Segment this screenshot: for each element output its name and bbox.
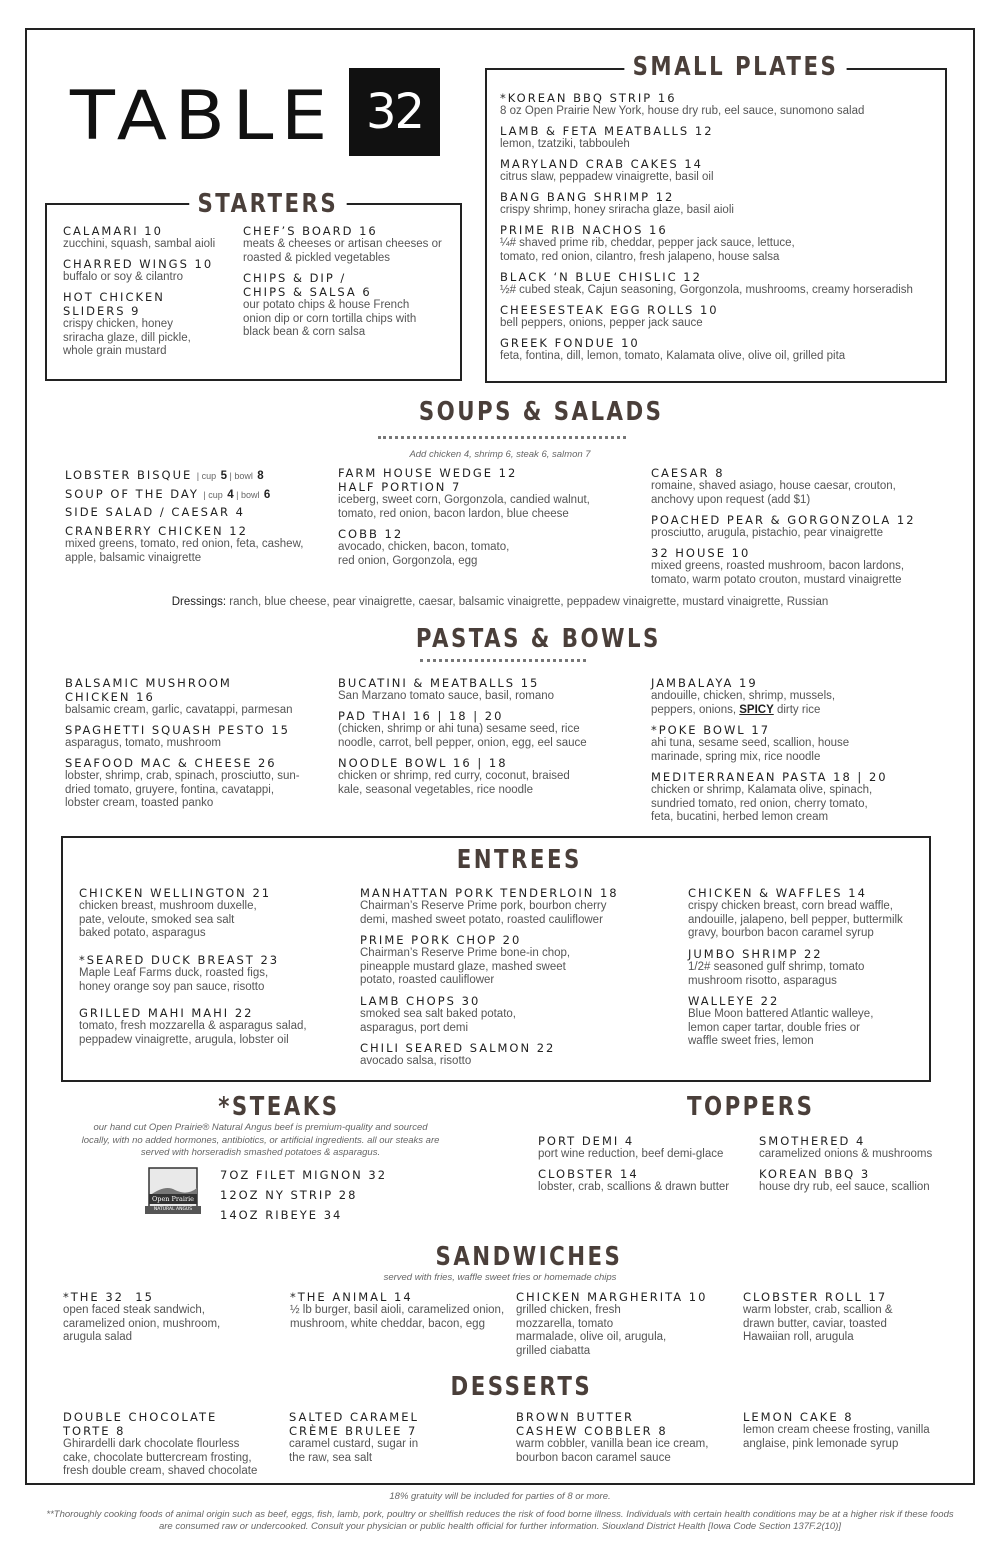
dressings-label: Dressings: [171,596,227,608]
item-name: LOBSTER BISQUE [65,468,193,482]
list-item [500,91,864,119]
item-desc: chicken breast, mushroom duxelle, pate, veloute, smoked sea salt baked potato, asparagus [79,900,257,939]
list-item [290,1290,505,1331]
pastas-bowls-title: PASTAS & BOWLS [408,624,669,654]
item-name: CHICKEN & WAFFLES 14 [688,886,867,900]
item-desc: feta, fontina, dill, lemon, tomato, Kalamata olive, olive oil, grilled pita [500,350,846,362]
list-item [289,1410,439,1465]
item-desc: lemon cream cheese frosting, vanilla anglaise, pink lemonade syrup [743,1424,930,1450]
item-name: LAMB & FETA MEATBALLS 12 [500,124,714,138]
item-name: CHEESESTEAK EGG ROLLS 10 [500,303,719,317]
item-name: PRIME RIB NACHOS 16 [500,223,668,237]
item-desc: crispy chicken, honey sriracha glaze, dill pickle, whole grain mustard [63,318,191,357]
item-desc [651,690,861,717]
list-item [651,513,916,541]
divider-dots [378,436,626,439]
toppers-title: TOPPERS [679,1092,823,1122]
item-name: SALTED CARAMEL CRÈME BRULEE 7 [289,1410,419,1438]
item-name: BANG BANG SHRIMP 12 [500,190,675,204]
cup-label: cup [201,471,217,481]
list-item [338,756,573,797]
item-desc: ahi tuna, sesame seed, scallion, house marinade, spring mix, rice noodle [651,737,850,763]
item-name: FARM HOUSE WEDGE 12 HALF PORTION 7 [338,466,518,494]
divider-dots [420,659,586,662]
desserts-title: DESSERTS [442,1372,600,1402]
item-desc: (chicken, shrimp or ahi tuna) sesame seed, rice noodle, carrot, bell pepper, onion, egg, eel sauce [338,723,587,749]
item-name: PAD THAI 16 | 18 | 20 [338,709,504,723]
list-item [651,770,886,825]
item-name: CLOBSTER ROLL 17 [743,1290,888,1304]
list-item [63,1290,253,1345]
item-desc: Maple Leaf Farms duck, roasted figs, honey orange soy pan sauce, risotto [79,967,269,993]
item-desc: tomato, fresh mozzarella & asparagus salad, peppadew vinaigrette, arugula, lobster oil [79,1020,307,1046]
list-item [63,257,213,285]
price-sep: | [226,471,235,481]
list-item [516,1290,721,1358]
list-item [516,1410,716,1465]
list-item [65,485,270,503]
item-name: BLACK ‘N BLUE CHISLIC 12 [500,270,702,284]
list-item [360,1041,555,1069]
small-plates-title: SMALL PLATES [624,52,846,82]
list-item [79,953,279,994]
item-name: MARYLAND CRAB CAKES 14 [500,157,703,171]
item-name: GREEK FONDUE 10 [500,336,640,350]
list-item [65,676,305,718]
item-name: NOODLE BOWL 16 | 18 [338,756,508,770]
list-item [79,886,272,941]
item-name: LAMB CHOPS 30 [360,994,481,1008]
brand-number: 32 [349,68,440,156]
item-desc: zucchini, squash, sambal aioli [63,238,216,250]
logo-sublabel: NATURAL ANGUS [153,1207,193,1212]
steaks-list [220,1168,387,1228]
item-desc: meats & cheeses or artisan cheeses or roasted & pickled vegetables [243,238,442,264]
item-name: KOREAN BBQ 3 [759,1167,871,1181]
list-item [65,466,264,484]
sandwiches-title: SANDWICHES [427,1242,630,1272]
item-name: SEAFOOD MAC & CHEESE 26 [65,756,277,770]
list-item [338,709,593,750]
cup-price: 5 [220,470,227,482]
list-item [500,157,714,185]
list-item [65,524,305,565]
list-item [79,1006,319,1047]
list-item [538,1134,748,1162]
cup-label: cup [208,490,223,500]
item-name: CHICKEN MARGHERITA 10 [516,1290,708,1304]
list-item [243,271,423,340]
item-desc: asparagus, tomato, mushroom [65,737,221,749]
list-item [688,886,923,941]
list-item [500,223,805,264]
item-desc: iceberg, sweet corn, Gorgonzola, candied walnut, tomato, red onion, bacon lardon, blue cheese [338,494,590,520]
item-name: CHARRED WINGS 10 [63,257,214,271]
item-name: HOT CHICKEN SLIDERS 9 [63,290,165,318]
item-desc: ½# cubed steak, Cajun seasoning, Gorgonzola, mushrooms, creamy horseradish [500,284,913,296]
item-desc: balsamic cream, garlic, cavatappi, parmesan [65,704,293,716]
item-desc: avocado salsa, risotto [360,1055,472,1067]
item-name: SPAGHETTI SQUASH PESTO 15 [65,723,290,737]
item-desc: lobster, crab, scallions & drawn butter [538,1181,730,1193]
item-name: WALLEYE 22 [688,994,780,1008]
list-item [538,1167,748,1195]
item-desc-b: dirty rice [773,703,821,716]
item-name: SIDE SALAD / CAESAR 4 [65,505,245,519]
item-name: CLOBSTER 14 [538,1167,639,1181]
list-item [500,190,734,218]
item-desc: warm lobster, crab, scallion & drawn butter, caviar, toasted Hawaiian roll, arugula [743,1304,893,1343]
cup-price: 4 [227,489,234,501]
bowl-price: 6 [263,489,271,501]
price-sep: | [196,471,202,481]
item-name: BROWN BUTTER CASHEW COBBLER 8 [516,1410,668,1438]
item-desc: house dry rub, eel sauce, scallion [759,1181,930,1193]
item-name: CAESAR 8 [651,466,725,480]
brand-logo [70,77,335,156]
list-item [63,1410,263,1479]
list-item [338,676,554,704]
item-desc: avocado, chicken, bacon, tomato, red onion, Gorgonzola, egg [338,541,510,567]
list-item [360,933,575,988]
spicy-tag: SPICY [739,703,774,716]
item-desc: crispy chicken breast, corn bread waffle, andouille, jalapeno, bell pepper, buttermilk gravy, bourbon bacon caramel syrup [688,900,903,939]
list-item [500,124,714,152]
list-item [500,336,845,364]
item-desc: caramel custard, sugar in the raw, sea salt [289,1438,419,1464]
item-name: BALSAMIC MUSHROOM CHICKEN 16 [65,676,232,704]
list-item [65,756,300,811]
add-protein-note: Add chicken 4, shrimp 6, steak 6, salmon 7 [409,449,591,460]
list-item [63,290,203,359]
list-item [651,676,861,717]
list-item [651,546,926,587]
dressings-line [0,596,1000,610]
item-desc: caramelized onions & mushrooms [759,1148,933,1160]
item-name: SOUP OF THE DAY [65,487,199,501]
price-sep: | [203,490,209,500]
list-item [65,505,245,519]
item-desc: Chairman’s Reserve Prime pork, bourbon cherry demi, mashed sweet potato, roasted cauliflower [360,900,607,926]
price-sep: | [233,490,241,500]
item-desc: grilled chicken, fresh mozzarella, tomato marmalade, olive oil, arugula, grilled ciabatta [516,1304,667,1357]
list-item [651,723,861,764]
item-name: *THE ANIMAL 14 [290,1290,413,1304]
item-desc: mixed greens, tomato, red onion, feta, cashew, apple, balsamic vinaigrette [65,538,304,564]
item-desc: chicken or shrimp, Kalamata olive, spinach, sundried tomato, red onion, cherry tomato, feta, bucatini, herbed lemon cream [651,784,873,823]
item-name: *KOREAN BBQ STRIP 16 [500,91,677,105]
item-desc: port wine reduction, beef demi-glace [538,1148,724,1160]
item-name: PORT DEMI 4 [538,1134,635,1148]
logo-label: Open Prairie [151,1195,195,1203]
item-name: CRANBERRY CHICKEN 12 [65,524,248,538]
item-name: GRILLED MAHI MAHI 22 [79,1006,254,1020]
item-name: LEMON CAKE 8 [743,1410,854,1424]
bowl-price: 8 [257,470,264,482]
item-desc: our potato chips & house French onion dip or corn tortilla chips with black bean & corn salsa [243,299,417,338]
steaks-blurb: our hand cut Open Prairie® Natural Angus beef is premium-quality and sourced locally, with no added hormones, antibiotics, or artificial ingredients. all our steaks are served with horseradish smashed potatoes & asparagus. [81,1122,440,1158]
item-desc: warm cobbler, vanilla bean ice cream, bourbon bacon caramel sauce [516,1438,709,1464]
item-name: JUMBO SHRIMP 22 [688,947,823,961]
item-name: CHICKEN WELLINGTON 21 [79,886,272,900]
item-desc: ½ lb burger, basil aioli, caramelized onion, mushroom, white cheddar, bacon, egg [290,1304,505,1330]
item-desc: Ghirardelli dark chocolate flourless cake, chocolate buttercream frosting, fresh double cream, shaved chocolate [63,1438,258,1477]
list-item [651,466,911,507]
item-desc: prosciutto, arugula, pistachio, pear vinaigrette [651,527,884,539]
steak-item: 12OZ NY STRIP 28 [220,1188,358,1202]
item-desc: mixed greens, roasted mushroom, bacon lardons, tomato, warm potato crouton, mustard vinaigrette [651,560,905,586]
item-name: CALAMARI 10 [63,224,163,238]
item-desc: chicken or shrimp, red curry, coconut, braised kale, seasonal vegetables, rice noodle [338,770,570,796]
item-desc: open faced steak sandwich, caramelized onion, mushroom, arugula salad [63,1304,221,1343]
item-name: PRIME PORK CHOP 20 [360,933,522,947]
item-desc: buffalo or soy & cilantro [63,271,183,283]
item-name: *POKE BOWL 17 [651,723,771,737]
list-item [759,1134,959,1162]
item-name: POACHED PEAR & GORGONZOLA 12 [651,513,916,527]
soups-salads-title: SOUPS & SALADS [411,397,672,427]
starters-title: STARTERS [189,189,346,219]
list-item [500,303,719,331]
bowl-label: bowl [234,471,253,481]
list-item [338,527,528,568]
item-desc: 8 oz Open Prairie New York, house dry rub, eel sauce, sunomono salad [500,105,865,117]
item-name: MANHATTAN PORK TENDERLOIN 18 [360,886,619,900]
item-desc: Chairman’s Reserve Prime bone-in chop, pineapple mustard glaze, mashed sweet potato, roasted cauliflower [360,947,571,986]
item-desc: Blue Moon battered Atlantic walleye, lemon caper tartar, double fries or waffle sweet fries, lemon [688,1008,874,1047]
item-name: SMOTHERED 4 [759,1134,866,1148]
sandwiches-note: served with fries, waffle sweet fries or homemade chips [383,1272,617,1283]
bowl-label: bowl [240,490,260,500]
item-desc: bell peppers, onions, pepper jack sauce [500,317,703,329]
item-desc: smoked sea salt baked potato, asparagus, port demi [360,1008,516,1034]
list-item [63,224,215,252]
list-item [688,947,888,988]
list-item [360,994,530,1035]
item-name: CHIPS & DIP / CHIPS & SALSA 6 [243,271,372,299]
steak-item: 14OZ RIBEYE 34 [220,1208,343,1222]
entrees-title: ENTREES [456,845,582,875]
item-name: *SEARED DUCK BREAST 23 [79,953,280,967]
brand-name: TABLE [70,77,335,156]
dressings-text: ranch, blue cheese, pear vinaigrette, caesar, balsamic vinaigrette, peppadew vinaigrette, mustard vinaigrette, Russian [229,596,829,608]
list-item [243,224,443,265]
item-name: MEDITERRANEAN PASTA 18 | 20 [651,770,888,784]
steak-item: 7OZ FILET MIGNON 32 [220,1168,388,1182]
item-desc: ¼# shaved prime rib, cheddar, pepper jack sauce, lettuce, tomato, red onion, cilantro, fresh jalapeno, house salsa [500,237,795,263]
item-desc: San Marzano tomato sauce, basil, romano [338,690,555,702]
item-desc: lemon, tzatziki, tabbouleh [500,138,630,150]
item-desc: crispy shrimp, honey sriracha glaze, basil aioli [500,204,734,216]
list-item [743,1410,943,1451]
list-item [759,1167,959,1195]
health-disclaimer: **Thoroughly cooking foods of animal origin such as beef, eggs, fish, lamb, pork, poultry or shellfish reduces the risk of food borne illness. Individuals with certain health conditions may be at a higher risk if these foods are consumed raw or undercooked. Consult your physician or public health official for further information. Siouxland District Health [Iowa Code Section 137F.2(10)] [46,1509,954,1532]
list-item [360,886,620,927]
item-name: BUCATINI & MEATBALLS 15 [338,676,540,690]
item-desc-a: andouille, chicken, shrimp, mussels, peppers, onions, [651,690,836,716]
steaks-title: *STEAKS [210,1092,348,1122]
item-name: CHEF’S BOARD 16 [243,224,378,238]
item-name: CHILI SEARED SALMON 22 [360,1041,556,1055]
item-name: 32 HOUSE 10 [651,546,751,560]
item-desc: citrus slaw, peppadew vinaigrette, basil oil [500,171,714,183]
item-name: COBB 12 [338,527,404,541]
list-item [338,466,598,521]
item-name: JAMBALAYA 19 [651,676,758,690]
item-desc: 1/2# seasoned gulf shrimp, tomato mushroom risotto, asparagus [688,961,865,987]
list-item [65,723,290,751]
list-item [688,994,888,1049]
open-prairie-logo [145,1166,201,1218]
list-item [743,1290,918,1345]
item-desc: lobster, shrimp, crab, spinach, prosciutto, sun-dried tomato, gruyere, fontina, cavatappi, lobster cream, toasted panko [65,770,300,809]
item-name: *THE 32 15 [63,1290,154,1304]
item-desc: romaine, shaved asiago, house caesar, crouton, anchovy upon request (add $1) [651,480,896,506]
list-item [500,270,913,298]
gratuity-note: 18% gratuity will be included for parties of 8 or more. [389,1491,611,1502]
item-name: DOUBLE CHOCOLATE TORTE 8 [63,1410,218,1438]
